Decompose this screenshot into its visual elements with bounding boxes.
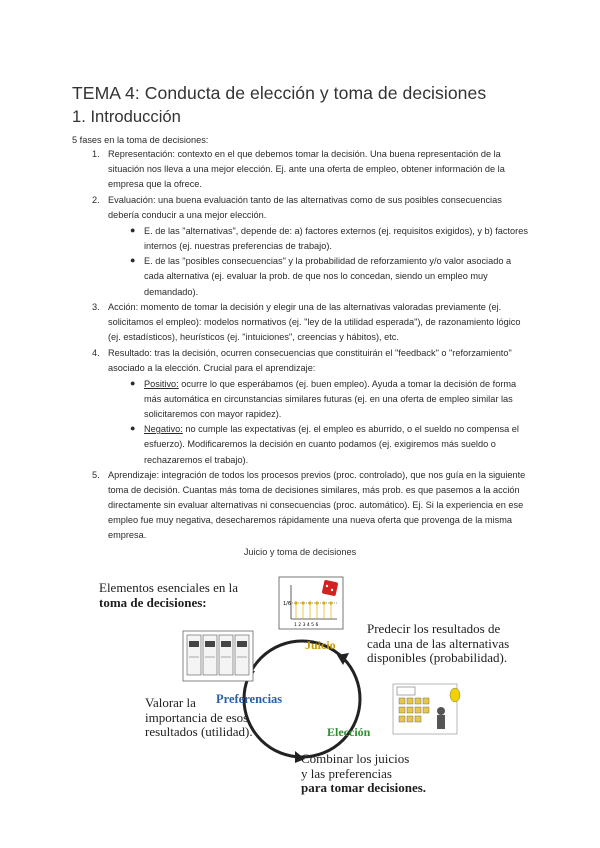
list-item-text: Resultado: tras la decisión, ocurren consecuencias que constituirán el "feedback" o "reforzamiento" asociado a la elección. Crucial para el aprendizaje: bbox=[108, 347, 512, 373]
list-number: 5. bbox=[92, 469, 100, 480]
sub-item-text: E. de las "posibles consecuencias" y la probabilidad de reforzamiento y/o valor asociado a cada alternativa (ej. evaluar la prob. de que nos lo concedan, siendo un empleo muy demandado). bbox=[144, 256, 512, 297]
preferencias-label: Preferencias bbox=[216, 692, 283, 706]
eleccion-label: Elección bbox=[327, 725, 371, 739]
intro-text: 5 fases en la toma de decisiones: bbox=[72, 135, 209, 145]
predict-results-text: Predecir los resultados de cada una de las alternativas disponibles (probabilidad). bbox=[367, 621, 510, 665]
combine-text: Combinar los juicios y las preferencias para tomar decisiones. bbox=[301, 751, 427, 795]
juicio-label: Juicio bbox=[305, 638, 336, 652]
list-item bbox=[72, 346, 532, 376]
sub-item-label: Positivo: bbox=[144, 378, 179, 389]
list-number: 3. bbox=[92, 301, 100, 312]
bullet-icon: ● bbox=[130, 224, 136, 235]
sub-list-item bbox=[72, 254, 532, 299]
sub-item-text: ocurre lo que esperábamos (ej. buen empleo). Ayuda a tomar la decisión de forma más automática en circunstancias similares futuras (ej. en una oferta de empleo similar las solicitaremos con mayor rapidez). bbox=[144, 378, 517, 420]
decision-diagram bbox=[91, 571, 513, 798]
bullet-icon: ● bbox=[130, 255, 136, 266]
svg-text:1 2 3 4 5 6: 1 2 3 4 5 6 bbox=[294, 623, 319, 628]
bullet-icon: ● bbox=[130, 377, 136, 388]
sub-item-text: no cumple las expectativas (ej. el empleo es aburrido, o el sueldo no compensa el esfuerzo). Modificaremos la decisión en cuanto podamos (ej. exigiremos más sueldo o rechazaremos el trabajo). bbox=[144, 424, 519, 465]
list-number: 1. bbox=[92, 149, 100, 159]
sub-list-item bbox=[72, 377, 532, 422]
value-results-text: Valorar la importancia de esos resultados (utilidad). bbox=[145, 695, 253, 739]
diagram-title: Elementos esenciales en la toma de decisiones: bbox=[99, 580, 238, 610]
probability-chart-icon bbox=[279, 577, 343, 629]
sub-list-item bbox=[72, 422, 532, 467]
phases-list bbox=[72, 147, 532, 544]
svg-text:1/6: 1/6 bbox=[283, 601, 292, 607]
section-heading: 1. Introducción bbox=[72, 107, 181, 126]
sub-item-label: Negativo: bbox=[144, 424, 183, 435]
bullet-icon: ● bbox=[130, 423, 136, 434]
sub-item-text: E. de las "alternativas", depende de: a) factores externos (ej. requisitos exigidos), y b) factores internos (ej. nuestras preferencias de trabajo). bbox=[144, 225, 528, 252]
list-item-text: Evaluación: una buena evaluación tanto de las alternativas como de sus posibles consecuencias debería conducir a una mejor elección. bbox=[108, 195, 502, 221]
list-item bbox=[72, 468, 532, 544]
preference-cards-icon bbox=[183, 631, 253, 681]
list-number: 4. bbox=[92, 347, 100, 358]
sub-list-item bbox=[72, 224, 532, 254]
list-number: 2. bbox=[92, 195, 100, 206]
page-title: TEMA 4: Conducta de elección y toma de decisiones bbox=[72, 83, 487, 103]
list-item-text: Representación: contexto en el que debemos tomar la decisión. Una buena representación de la situación nos lleva a una mejor elección. Ej. ante una oferta de empleo, obtener información de la empresa que la ofrece. bbox=[108, 149, 505, 190]
figure-caption: Juicio y toma de decisiones bbox=[243, 547, 357, 557]
list-item bbox=[72, 147, 532, 192]
list-item bbox=[72, 300, 532, 345]
list-item bbox=[72, 193, 532, 223]
list-item-text: Acción: momento de tomar la decisión y elegir una de las alternativas valoradas previamente (ej. solicitamos el empleo): modelos normativos (ej. "ley de la utilidad esperada"), de razonamiento lógico (ej. estadísticos), heurísticos (ej. "intuiciones", creencias y hábitos), etc. bbox=[108, 301, 521, 343]
choice-scene-icon bbox=[393, 684, 460, 734]
list-item-text: Aprendizaje: integración de todos los procesos previos (proc. controlado), que nos guía en la siguiente toma de decisión. Cuantas más toma de decisiones similares, más prob. es que pasemos a la acción directamente sin evaluar alternativas ni consecuencias (proc. automático). Ej. Si la experiencia en ese empleo fue muy negativa, desecharemos rápidamente una nueva oferta que provenga de la misma empresa. bbox=[108, 469, 526, 541]
